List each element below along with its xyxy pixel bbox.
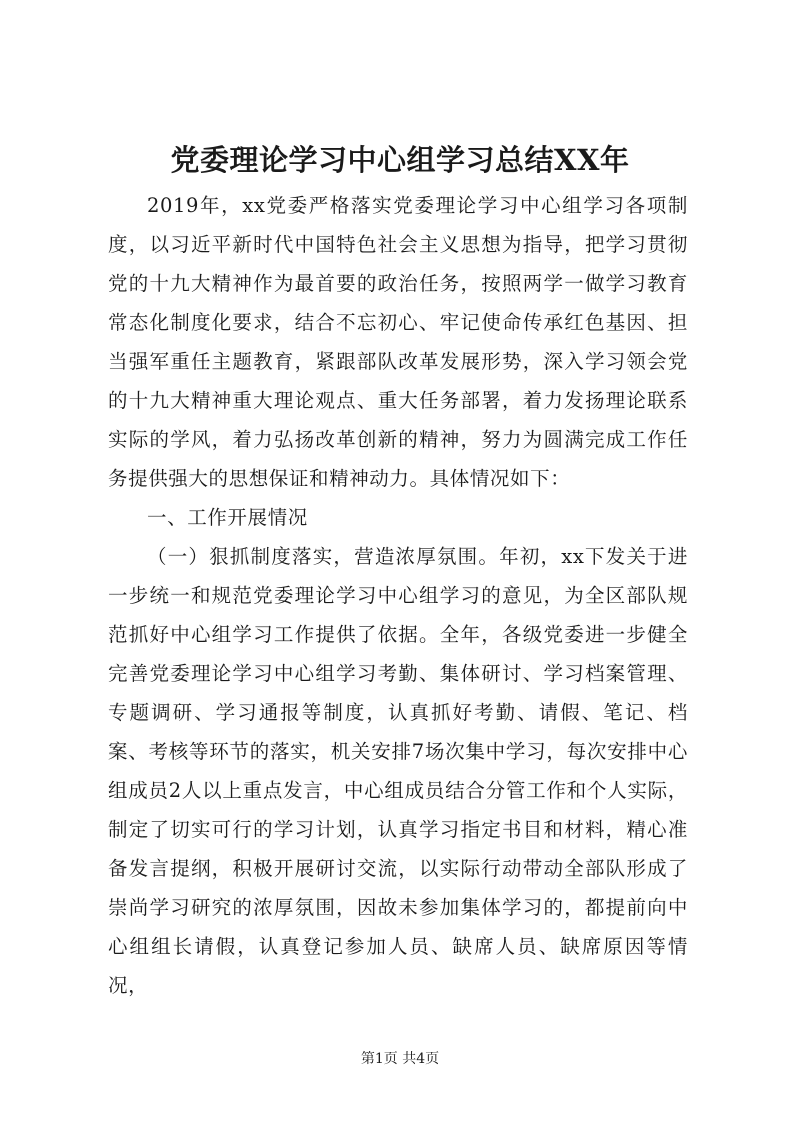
paragraph-section-1: （一）狠抓制度落实，营造浓厚氛围。年初，xx下发关于进一步统一和规范党委理论学习中心组学习的意见，为全区部队规范抓好中心组学习工作提供了依据。全年，各级党委进一步健全完善党委理论学习中心组学习考勤、集体研讨、学习档案管理、专题调研、学习通报等制度，认真抓好考勤、请假、笔记、档案、考核等环节的落实，机关安排7场次集中学习，每次安排中心组成员2人以上重点发言，中心组成员结合分管工作和个人实际，制定了切实可行的学习计划，认真学习指定书目和材料，精心准备发言提纲，积极开展研讨交流，以实际行动带动全部队形成了崇尚学习研究的浓厚氛围，因故未参加集体学习的，都提前向中心组组长请假，认真登记参加人员、缺席人员、缺席原因等情况， xyxy=(108,545,688,997)
document-title: 党委理论学习中心组学习总结XX年 xyxy=(170,143,630,177)
section-heading: 一、工作开展情况 xyxy=(147,506,308,529)
paragraph-intro: 2019年，xx党委严格落实党委理论学习中心组学习各项制度，以习近平新时代中国特色社会主义思想为指导，把学习贯彻党的十九大精神作为最首要的政治任务，按照两学一做学习教育常态化制度化要求，结合不忘初心、牢记使命传承红色基因、担当强军重任主题教育，紧跟部队改革发展形势，深入学习领会党的十九大精神重大理论观点、重大任务部署，着力发扬理论联系实际的学风，着力弘扬改革创新的精神，努力为圆满完成工作任务提供强大的思想保证和精神动力。具体情况如下： xyxy=(108,194,688,490)
document-body xyxy=(108,186,688,1005)
page-footer: 第1页 共4页 xyxy=(360,1051,440,1067)
